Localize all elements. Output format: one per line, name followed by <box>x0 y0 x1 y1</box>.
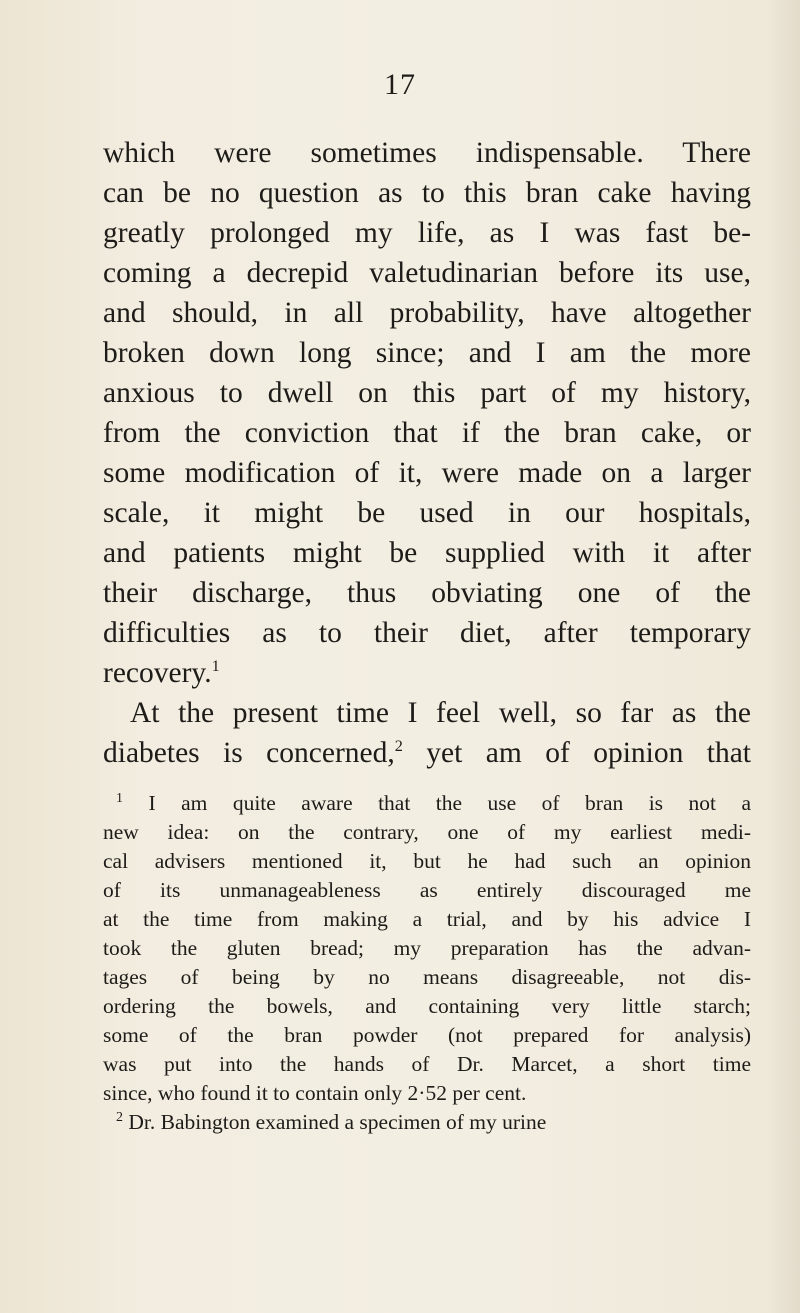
body-line: difficulties as to their diet, after temporary <box>103 617 751 649</box>
body-text: recovery. <box>103 657 212 689</box>
footnote-ref-1: 1 <box>211 657 220 676</box>
footnote-line: took the gluten bread; my preparation has the advan- <box>103 936 751 960</box>
body-line: can be no question as to this bran cake having <box>103 177 751 209</box>
footnote-ref-2: 2 <box>394 737 403 756</box>
body-text: diabetes is concerned,$^2$ yet am of opinion that <box>103 737 751 769</box>
footnote-line: some of the bran powder (not prepared for analysis) <box>103 1023 751 1047</box>
body-line: and should, in all probability, have altogether <box>103 297 751 329</box>
footnote-line: tages of being by no means disagreeable, not dis- <box>103 965 751 989</box>
body-line: and patients might be supplied with it after <box>103 537 751 569</box>
footnote-2-first-line: $^2$ Dr. Babington examined a specimen of my urine <box>116 1109 547 1134</box>
body-line <box>103 739 751 769</box>
page-number: 17 <box>384 68 416 101</box>
body-line: scale, it might be used in our hospitals, <box>103 497 751 529</box>
footnote-1-first-line: $^1$ I am quite aware that the use of bran is not a <box>116 790 752 815</box>
footnote-line: ordering the bowels, and containing very little starch; <box>103 994 751 1018</box>
footnote-line: was put into the hands of Dr. Marcet, a short time <box>103 1052 751 1076</box>
body-line: their discharge, thus obviating one of the <box>103 577 751 609</box>
body-line: coming a decrepid valetudinarian before its use, <box>103 257 751 289</box>
body-line-last <box>103 659 220 689</box>
paragraph-first-line: At the present time I feel well, so far as the <box>130 697 751 729</box>
body-line: anxious to dwell on this part of my history, <box>103 377 751 409</box>
footnote-line: at the time from making a trial, and by his advice I <box>103 907 751 931</box>
footnote-line-last: since, who found it to contain only 2·52 per cent. <box>103 1081 527 1105</box>
body-line: which were sometimes indispensable. There <box>103 137 751 169</box>
footnote-line: new idea: on the contrary, one of my earliest medi- <box>103 820 751 844</box>
footnote-line: cal advisers mentioned it, but he had such an opinion <box>103 849 751 873</box>
body-line: greatly prolonged my life, as I was fast be- <box>103 217 751 249</box>
footnote-marker-2: 2 <box>116 1109 123 1125</box>
body-line: some modification of it, were made on a larger <box>103 457 751 489</box>
page-edge-shadow <box>766 0 800 1313</box>
footnote-marker-1: 1 <box>116 790 123 806</box>
body-line: from the conviction that if the bran cake, or <box>103 417 751 449</box>
body-line: broken down long since; and I am the more <box>103 337 751 369</box>
footnote-line: of its unmanageableness as entirely discouraged me <box>103 878 751 902</box>
